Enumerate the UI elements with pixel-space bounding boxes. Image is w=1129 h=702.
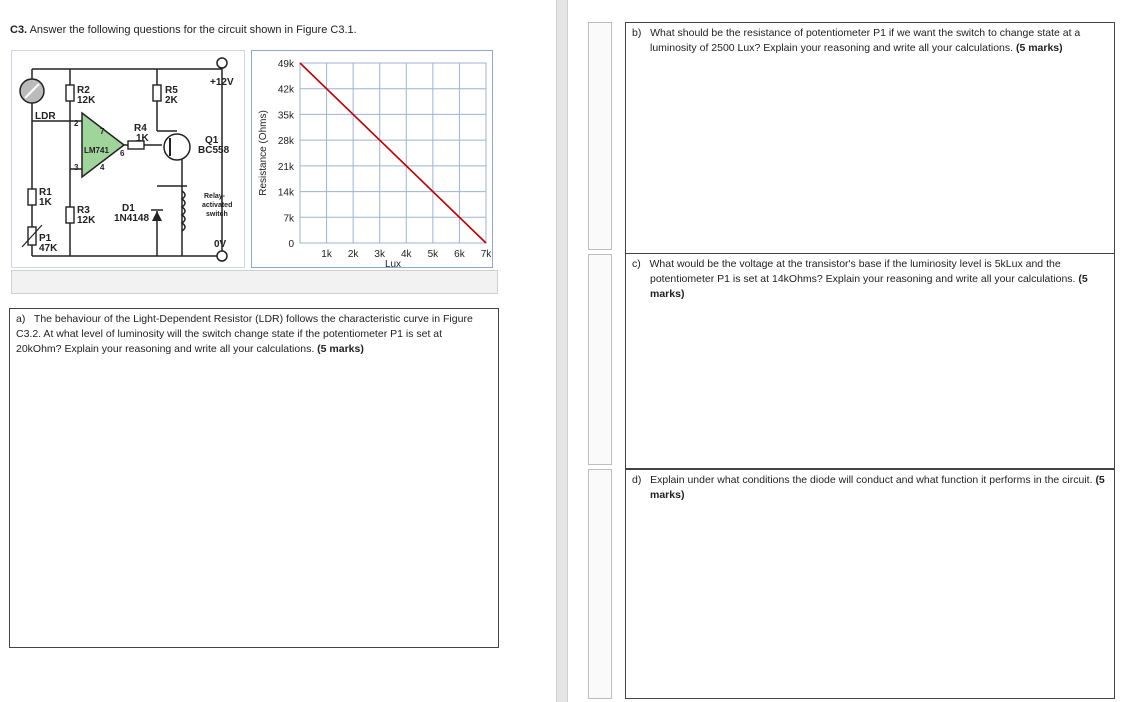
question-d-box[interactable]: [625, 469, 1115, 699]
label-ground: 0V: [214, 239, 227, 250]
question-header-text: Answer the following questions for the circuit shown in Figure C3.1.: [29, 24, 357, 36]
question-d-body: Explain under what conditions the diode will conduct and what function it performs in the circuit.: [650, 474, 1096, 486]
y-tick-label: 35k: [277, 110, 294, 122]
label-r4-val: 1K: [136, 133, 149, 144]
side-cell-d: [588, 469, 612, 699]
label-r5: R5: [165, 85, 178, 96]
question-b-marks: (5 marks): [1015, 42, 1063, 54]
y-tick-label: 49k: [277, 59, 294, 70]
y-tick-label: 7k: [283, 213, 294, 225]
x-tick-label: 1k: [321, 249, 332, 260]
x-tick-label: 7k: [480, 249, 492, 260]
label-r3-val: 12K: [77, 215, 96, 226]
question-d-text: [632, 473, 1106, 503]
question-c-body: What would be the voltage at the transistor's base if the luminosity level is 5kLux and the potentiometer P1 is set at 14kOhms? Explain your reasoning and write all your calculations.: [649, 258, 1079, 285]
chart-canvas: [252, 51, 492, 267]
label-pin2: 2: [74, 119, 79, 128]
question-c-text: [632, 257, 1106, 302]
question-a-marks: (5 marks): [317, 343, 364, 355]
label-relay-3: switch: [206, 211, 228, 218]
question-b-prefix: b): [632, 27, 642, 39]
question-a-text: [16, 312, 490, 357]
label-r2: R2: [77, 85, 90, 96]
label-r1: R1: [39, 187, 52, 198]
question-a-box[interactable]: [9, 308, 499, 648]
label-pin7: 7: [100, 127, 105, 136]
x-tick-label: 5k: [427, 249, 439, 260]
x-tick-label: 2k: [347, 249, 359, 260]
label-d1: D1: [122, 203, 135, 214]
label-vplus: +12V: [210, 77, 234, 88]
label-ldr: LDR: [35, 111, 56, 122]
label-relay-2: activated: [202, 202, 233, 209]
question-c-marks: (5 marks): [650, 273, 1088, 300]
label-opamp: LM741: [84, 146, 109, 155]
question-header: [10, 24, 357, 36]
ldr-characteristic-chart: [251, 50, 493, 268]
side-cell-c: [588, 254, 612, 465]
label-r2-val: 12K: [77, 95, 96, 106]
question-c-prefix: c): [632, 258, 641, 270]
label-q1: Q1: [205, 135, 219, 146]
circuit-diagram: [11, 50, 245, 268]
x-tick-label: 4k: [401, 249, 412, 260]
y-axis-label: Resistance (Ohms): [258, 110, 269, 196]
y-tick-label: 42k: [277, 84, 294, 96]
label-r4: R4: [134, 123, 147, 134]
question-d-prefix: d): [632, 474, 642, 486]
label-relay-1: Relay-: [204, 193, 226, 200]
label-r1-val: 1K: [39, 197, 52, 208]
side-cell-b: [588, 22, 612, 250]
label-p1-val: 47K: [39, 243, 58, 254]
label-d1-type: 1N4148: [114, 213, 150, 224]
question-b-text: [632, 26, 1106, 56]
label-pin4: 4: [100, 163, 105, 172]
label-pin3: 3: [74, 163, 79, 172]
question-c-box[interactable]: [625, 253, 1115, 469]
question-d-marks: (5 marks): [650, 474, 1105, 501]
label-q1-type: BC558: [198, 145, 230, 156]
label-p1: P1: [39, 233, 52, 244]
question-number: C3.: [10, 24, 28, 36]
page-divider: [556, 0, 568, 702]
question-a-body: The behaviour of the Light-Dependent Resistor (LDR) follows the characteristic curve in Figure C3.2. At what level of luminosity will the switch change state if the potentiometer P1 is set at 20kOhm? Explain your reasoning and write all your calculations.: [16, 313, 473, 355]
x-tick-label: 3k: [374, 249, 385, 260]
x-axis-label: Lux: [384, 259, 402, 267]
question-b-box[interactable]: [625, 22, 1115, 254]
question-a-prefix: a): [16, 313, 26, 325]
label-pin6: 6: [120, 149, 125, 158]
label-r5-val: 2K: [165, 95, 178, 106]
question-b-body: What should be the resistance of potentiometer P1 if we want the switch to change state at a luminosity of 2500 Lux? Explain your reasoning and write all your calculations.: [650, 27, 1081, 54]
x-tick-label: 6k: [454, 249, 465, 260]
label-r3: R3: [77, 205, 90, 216]
y-tick-label: 28k: [277, 136, 294, 148]
y-tick-label: 21k: [277, 161, 294, 173]
figure-caption-bar: [11, 270, 498, 294]
y-tick-label: 14k: [277, 187, 294, 199]
y-tick-label: 0: [288, 239, 294, 250]
